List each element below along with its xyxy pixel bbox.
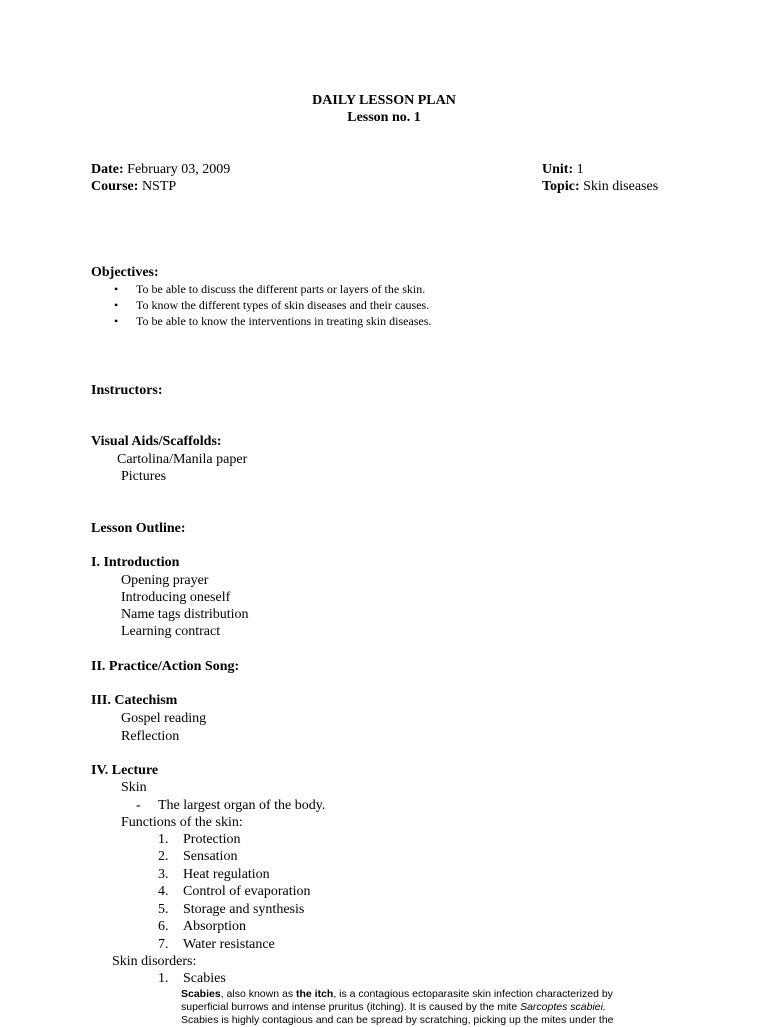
function-number: 4. <box>158 884 169 899</box>
visual-aids-heading: Visual Aids/Scaffolds: <box>91 434 222 449</box>
skin-disorders-heading: Skin disorders: <box>112 954 197 969</box>
function-item: Control of evaporation <box>183 884 311 899</box>
function-number: 7. <box>158 937 169 952</box>
function-number: 1. <box>158 832 169 847</box>
function-number: 5. <box>158 902 169 917</box>
scabies-paragraph-line: Scabies is highly contagious and can be spread by scratching, picking up the mites under the <box>181 1014 614 1026</box>
topic-value: Skin diseases <box>583 179 659 194</box>
course-label: Course: <box>91 179 139 194</box>
introduction-item: Name tags distribution <box>121 607 249 622</box>
date-value: February 03, 2009 <box>127 162 231 177</box>
unit-line <box>542 161 584 178</box>
dash-marker: - <box>136 798 141 813</box>
introduction-item: Opening prayer <box>121 573 209 588</box>
objectives-heading: Objectives: <box>91 265 159 280</box>
objective-item: To know the different types of skin diseases and their causes. <box>136 298 430 312</box>
catechism-item: Reflection <box>121 729 180 744</box>
unit-value: 1 <box>576 162 584 177</box>
document-title: DAILY LESSON PLAN <box>312 93 456 108</box>
function-number: 2. <box>158 849 169 864</box>
introduction-heading: I. Introduction <box>91 555 180 570</box>
introduction-item: Introducing oneself <box>121 590 231 605</box>
function-item: Heat regulation <box>183 867 270 882</box>
lecture-heading: IV. Lecture <box>91 763 159 778</box>
lesson-number: Lesson no. 1 <box>347 110 421 125</box>
topic-label: Topic: <box>542 179 580 194</box>
bullet-icon: • <box>114 282 119 296</box>
function-number: 3. <box>158 867 169 882</box>
lesson-outline-heading: Lesson Outline: <box>91 521 186 536</box>
objective-item: To be able to know the interventions in treating skin diseases. <box>136 314 432 328</box>
skin-description: The largest organ of the body. <box>158 798 326 813</box>
disorder-number: 1. <box>158 971 169 986</box>
topic-line <box>542 178 658 195</box>
function-item: Absorption <box>183 919 246 934</box>
catechism-heading: III. Catechism <box>91 693 178 708</box>
bullet-icon: • <box>114 314 119 328</box>
date-label: Date: <box>91 162 124 177</box>
date-line <box>91 161 230 178</box>
visual-aid-item: Cartolina/Manila paper <box>117 452 248 467</box>
functions-heading: Functions of the skin: <box>121 815 243 830</box>
visual-aid-item: Pictures <box>121 469 167 484</box>
function-number: 6. <box>158 919 169 934</box>
function-item: Protection <box>183 832 241 847</box>
skin-label: Skin <box>121 780 147 795</box>
scabies-paragraph-line: Scabies, also known as the itch, is a contagious ectoparasite skin infection characterized by <box>181 988 613 1000</box>
unit-label: Unit: <box>542 162 574 177</box>
function-item: Storage and synthesis <box>183 902 305 917</box>
course-value: NSTP <box>141 179 177 194</box>
catechism-item: Gospel reading <box>121 711 207 726</box>
function-item: Water resistance <box>183 937 275 952</box>
disorder-name: Scabies <box>183 971 226 986</box>
scabies-paragraph-line: superficial burrows and intense pruritus (itching). It is caused by the mite Sarcoptes scabiei. <box>181 1001 606 1013</box>
introduction-item: Learning contract <box>121 624 221 639</box>
instructors-heading: Instructors: <box>91 383 163 398</box>
function-item: Sensation <box>183 849 238 864</box>
objective-item: To be able to discuss the different parts or layers of the skin. <box>136 282 426 296</box>
course-line <box>91 178 176 195</box>
bullet-icon: • <box>114 298 119 312</box>
practice-heading: II. Practice/Action Song: <box>91 659 240 674</box>
